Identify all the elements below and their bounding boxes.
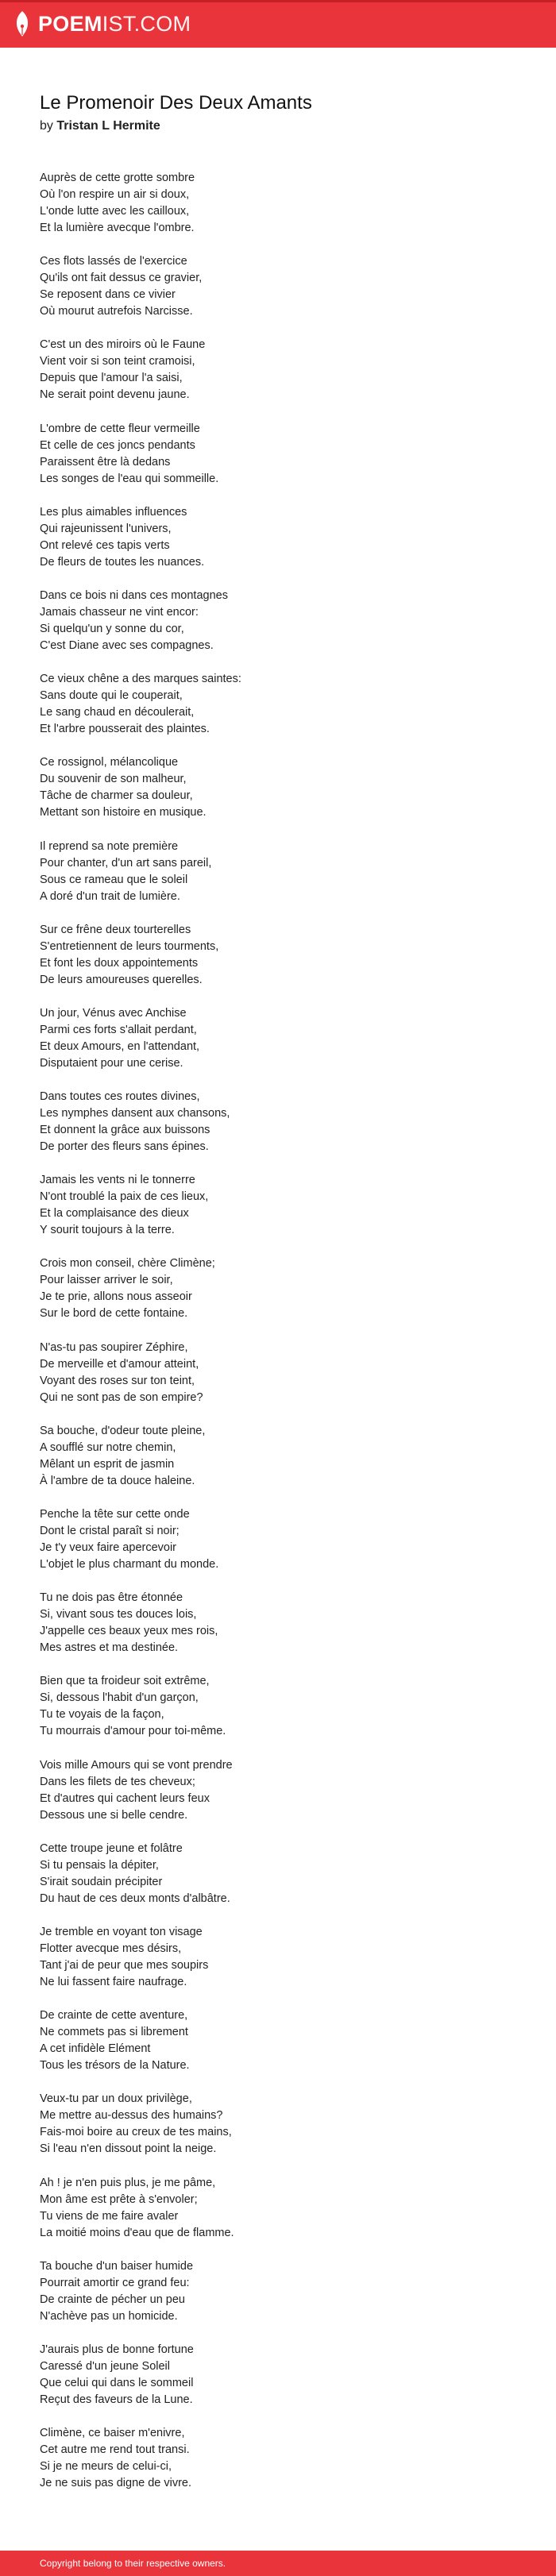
stanza	[40, 170, 516, 237]
poem-line: Y sourit toujours à la terre.	[40, 1224, 175, 1237]
stanza	[40, 1340, 516, 1406]
stanza	[40, 754, 516, 821]
poem-line: Que celui qui dans le sommeil	[40, 2376, 194, 2389]
stanza	[40, 671, 516, 738]
poem-line: Cet autre me rend tout transi.	[40, 2443, 190, 2457]
poem-line: L'onde lutte avec les cailloux,	[40, 205, 190, 218]
poem-line: A cet infidèle Elément	[40, 2042, 151, 2056]
stanza	[40, 2258, 516, 2325]
poem-line: Vois mille Amours qui se vont prendre	[40, 1758, 233, 1772]
poem-line: Voyant des roses sur ton teint,	[40, 1374, 195, 1387]
poem-line: Ne serait point devenu jaune.	[40, 388, 190, 402]
poem-container	[40, 91, 516, 2509]
poem-line: Et l'arbre pousserait des plaintes.	[40, 723, 210, 736]
poem-line: Ces flots lassés de l'exercice	[40, 255, 187, 268]
poem-line: De porter des fleurs sans épines.	[40, 1140, 209, 1154]
poem-line: Je te prie, allons nous asseoir	[40, 1290, 192, 1304]
stanza	[40, 1005, 516, 1072]
poem-line: Et la lumière avecque l'ombre.	[40, 222, 195, 234]
stanza	[40, 1590, 516, 1656]
stanza	[40, 504, 516, 571]
poem-line: Tous les trésors de la Nature.	[40, 2059, 190, 2073]
poem-line: Ah ! je n'en puis plus, je me pâme,	[40, 2176, 216, 2189]
poem-line: A doré d'un trait de lumière.	[40, 889, 180, 903]
poem-line: Penche la tête sur cette onde	[40, 1508, 190, 1521]
poem-line: Je t'y veux faire apercevoir	[40, 1541, 177, 1554]
poem-line: Mes astres et ma destinée.	[40, 1641, 179, 1655]
poem-line: Fais-moi boire au creux de tes mains,	[40, 2126, 232, 2139]
poem-line: Dans les filets de tes cheveux;	[40, 1775, 195, 1788]
poem-line: Mon âme est prête à s'envoler;	[40, 2192, 198, 2206]
poem-line: Disputaient pour une cerise.	[40, 1056, 183, 1070]
poem-line: Mettant son histoire en musique.	[40, 806, 207, 819]
stanza	[40, 588, 516, 654]
poem-line: À l'ambre de ta douce haleine.	[40, 1474, 195, 1487]
poem-line: Dessous une si belle cendre.	[40, 1808, 188, 1822]
poem-line: Si, vivant sous tes douces lois,	[40, 1608, 197, 1622]
stanza	[40, 1924, 516, 1991]
poem-line: Sur ce frêne deux tourterelles	[40, 923, 191, 936]
poem-line: Auprès de cette grotte sombre	[40, 172, 195, 184]
byline-prefix: by	[40, 119, 53, 133]
poem-line: Où mourut autrefois Narcisse.	[40, 305, 193, 318]
poem-line: Si quelqu'un y sonne du cor,	[40, 622, 184, 635]
poem-line: Dont le cristal paraît si noir;	[40, 1525, 180, 1537]
poem-line: S'irait soudain précipiter	[40, 1875, 163, 1888]
poem-line: Parmi ces forts s'allait perdant,	[40, 1023, 197, 1036]
poem-line: Reçut des faveurs de la Lune.	[40, 2393, 193, 2406]
poem-line: Il reprend sa note première	[40, 839, 179, 853]
poem-line: De leurs amoureuses querelles.	[40, 973, 203, 986]
poem-line: Qu'ils ont fait dessus ce gravier,	[40, 272, 203, 285]
stanza	[40, 922, 516, 989]
poem-line: N'as-tu pas soupirer Zéphire,	[40, 1340, 188, 1354]
poem-line: Où l'on respire un air si doux,	[40, 188, 190, 201]
stanza	[40, 1089, 516, 1155]
poem-line: Climène, ce baiser m'enivre,	[40, 2427, 185, 2440]
poem-line: Cette troupe jeune et folâtre	[40, 1841, 183, 1855]
poem-line: Et deux Amours, en l'attendant,	[40, 1039, 200, 1053]
poem-line: De crainte de cette aventure,	[40, 2009, 188, 2023]
poem-line: Vient voir si son teint cramoisi,	[40, 355, 195, 368]
poem-line: Je tremble en voyant ton visage	[40, 1925, 203, 1938]
poem-line: Caressé d'un jeune Soleil	[40, 2359, 170, 2373]
poem-line: J'aurais plus de bonne fortune	[40, 2343, 194, 2356]
stanza	[40, 2175, 516, 2242]
poem-line: Me mettre au-dessus des humains?	[40, 2109, 223, 2123]
poem-line: Crois mon conseil, chère Climène;	[40, 1257, 215, 1271]
poem-line: Et celle de ces joncs pendants	[40, 438, 195, 452]
stanza	[40, 2342, 516, 2408]
stanza	[40, 2007, 516, 2074]
poem-line: Un jour, Vénus avec Anchise	[40, 1006, 187, 1020]
poem-line: Tu mourrais d'amour pour toi-même.	[40, 1725, 226, 1738]
site-logo[interactable]	[11, 10, 191, 37]
poem-line: Je ne suis pas digne de vivre.	[40, 2477, 192, 2490]
stanza	[40, 2091, 516, 2158]
poem-line: J'appelle ces beaux yeux mes rois,	[40, 1625, 218, 1638]
poem-line: Tâche de charmer sa douleur,	[40, 789, 193, 803]
poem-line: Les plus aimables influences	[40, 505, 187, 519]
poem-line: N'achève pas un homicide.	[40, 2309, 178, 2323]
logo-text-light: IST.COM	[102, 12, 191, 36]
poem-line: Jamais les vents ni le tonnerre	[40, 1174, 195, 1187]
stanza	[40, 1841, 516, 1907]
author-name[interactable]: Tristan L Hermite	[56, 119, 160, 133]
poem-line: Tant j'ai de peur que mes soupirs	[40, 1958, 209, 1972]
stanza	[40, 1423, 516, 1490]
poem-line: De merveille et d'amour atteint,	[40, 1357, 199, 1371]
logo-text	[38, 10, 191, 37]
poem-line: Et d'autres qui cachent leurs feux	[40, 1791, 210, 1805]
poem-line: L'ombre de cette fleur vermeille	[40, 422, 200, 435]
poem-line: A soufflé sur notre chemin,	[40, 1440, 176, 1454]
poem-line: Sa bouche, d'odeur toute pleine,	[40, 1424, 206, 1437]
poem-line: C'est Diane avec ses compagnes.	[40, 638, 214, 652]
poem-line: Ce vieux chêne a des marques saintes:	[40, 673, 241, 686]
poem-line: Les nymphes dansent aux chansons,	[40, 1107, 230, 1120]
poem-line: La moitié moins d'eau que de flamme.	[40, 2226, 234, 2239]
poem-line: Et la complaisance des dieux	[40, 1207, 189, 1221]
site-footer	[0, 2551, 556, 2576]
poem-line: Veux-tu par un doux privilège,	[40, 2092, 192, 2106]
stanza	[40, 2425, 516, 2492]
poem-line: Bien que ta froideur soit extrême,	[40, 1675, 210, 1688]
poem-line: Paraissent être là dedans	[40, 455, 171, 469]
poem-line: Qui rajeunissent l'univers,	[40, 522, 172, 535]
poem-line: Tu te voyais de la façon,	[40, 1708, 164, 1722]
stanza	[40, 1757, 516, 1824]
stanza	[40, 839, 516, 905]
poem-line: Pourrait amortir ce grand feu:	[40, 2276, 190, 2289]
stanza	[40, 253, 516, 320]
poem-line: De fleurs de toutes les nuances.	[40, 555, 205, 569]
poem-line: De crainte de pécher un peu	[40, 2293, 185, 2306]
poem-line: Pour laisser arriver le soir,	[40, 1274, 173, 1287]
poem-line: Sans doute qui le couperait,	[40, 689, 183, 703]
poem-line: Si, dessous l'habit d'un garçon,	[40, 1691, 199, 1705]
poem-line: Du souvenir de son malheur,	[40, 773, 187, 786]
poem-line: Les songes de l'eau qui sommeille.	[40, 472, 219, 485]
poem-line: Se reposent dans ce vivier	[40, 288, 176, 302]
poem-line: C'est un des miroirs où le Faune	[40, 338, 206, 352]
poem-line: Ont relevé ces tapis verts	[40, 538, 170, 552]
poem-line: Si je ne meurs de celui-ci,	[40, 2460, 172, 2474]
poem-title: Le Promenoir Des Deux Amants	[40, 92, 312, 114]
poem-line: L'objet le plus charmant du monde.	[40, 1558, 219, 1571]
poem-line: Tu viens de me faire avaler	[40, 2209, 179, 2223]
poem-line: Et donnent la grâce aux buissons	[40, 1124, 210, 1137]
stanza	[40, 1673, 516, 1740]
poem-line: Ne commets pas si librement	[40, 2026, 188, 2039]
poem-line: S'entretiennent de leurs tourments,	[40, 939, 219, 953]
poem-line: Ne lui fassent faire naufrage.	[40, 1975, 187, 1988]
poem-line: Jamais chasseur ne vint encor:	[40, 605, 199, 619]
poem-line: Dans ce bois ni dans ces montagnes	[40, 588, 228, 602]
copyright-text: Copyright belong to their respective owners.	[40, 2558, 226, 2569]
stanza	[40, 337, 516, 403]
poem-line: Qui ne sont pas de son empire?	[40, 1390, 203, 1404]
poem-line: Pour chanter, d'un art sans pareil,	[40, 856, 212, 870]
poem-body	[40, 170, 516, 2492]
logo-text-bold: POEM	[38, 12, 102, 36]
quill-pen-icon	[11, 10, 33, 37]
poem-line: Et font les doux appointements	[40, 956, 199, 970]
poem-line: Sur le bord de cette fontaine.	[40, 1307, 188, 1321]
poem-line: Ta bouche d'un baiser humide	[40, 2259, 194, 2273]
stanza	[40, 1172, 516, 1239]
poem-line: Du haut de ces deux monts d'albâtre.	[40, 1892, 230, 1905]
stanza	[40, 1255, 516, 1322]
poem-line: Dans toutes ces routes divines,	[40, 1090, 200, 1104]
poem-line: Flotter avecque mes désirs,	[40, 1942, 182, 1955]
poem-line: Si l'eau n'en dissout point la neige.	[40, 2142, 217, 2156]
stanza	[40, 1506, 516, 1573]
stanza	[40, 421, 516, 488]
poem-line: Mêlant un esprit de jasmin	[40, 1457, 175, 1471]
poem-line: Ce rossignol, mélancolique	[40, 756, 179, 769]
poem-line: Depuis que l'amour l'a saisi,	[40, 372, 183, 385]
poem-line: Le sang chaud en découlerait,	[40, 706, 195, 719]
poem-line: Si tu pensais la dépiter,	[40, 1858, 159, 1872]
poem-line: Tu ne dois pas être étonnée	[40, 1591, 183, 1605]
byline	[40, 118, 516, 135]
poem-line: Sous ce rameau que le soleil	[40, 873, 188, 886]
site-header	[0, 0, 556, 48]
poem-line: N'ont troublé la paix de ces lieux,	[40, 1190, 209, 1204]
